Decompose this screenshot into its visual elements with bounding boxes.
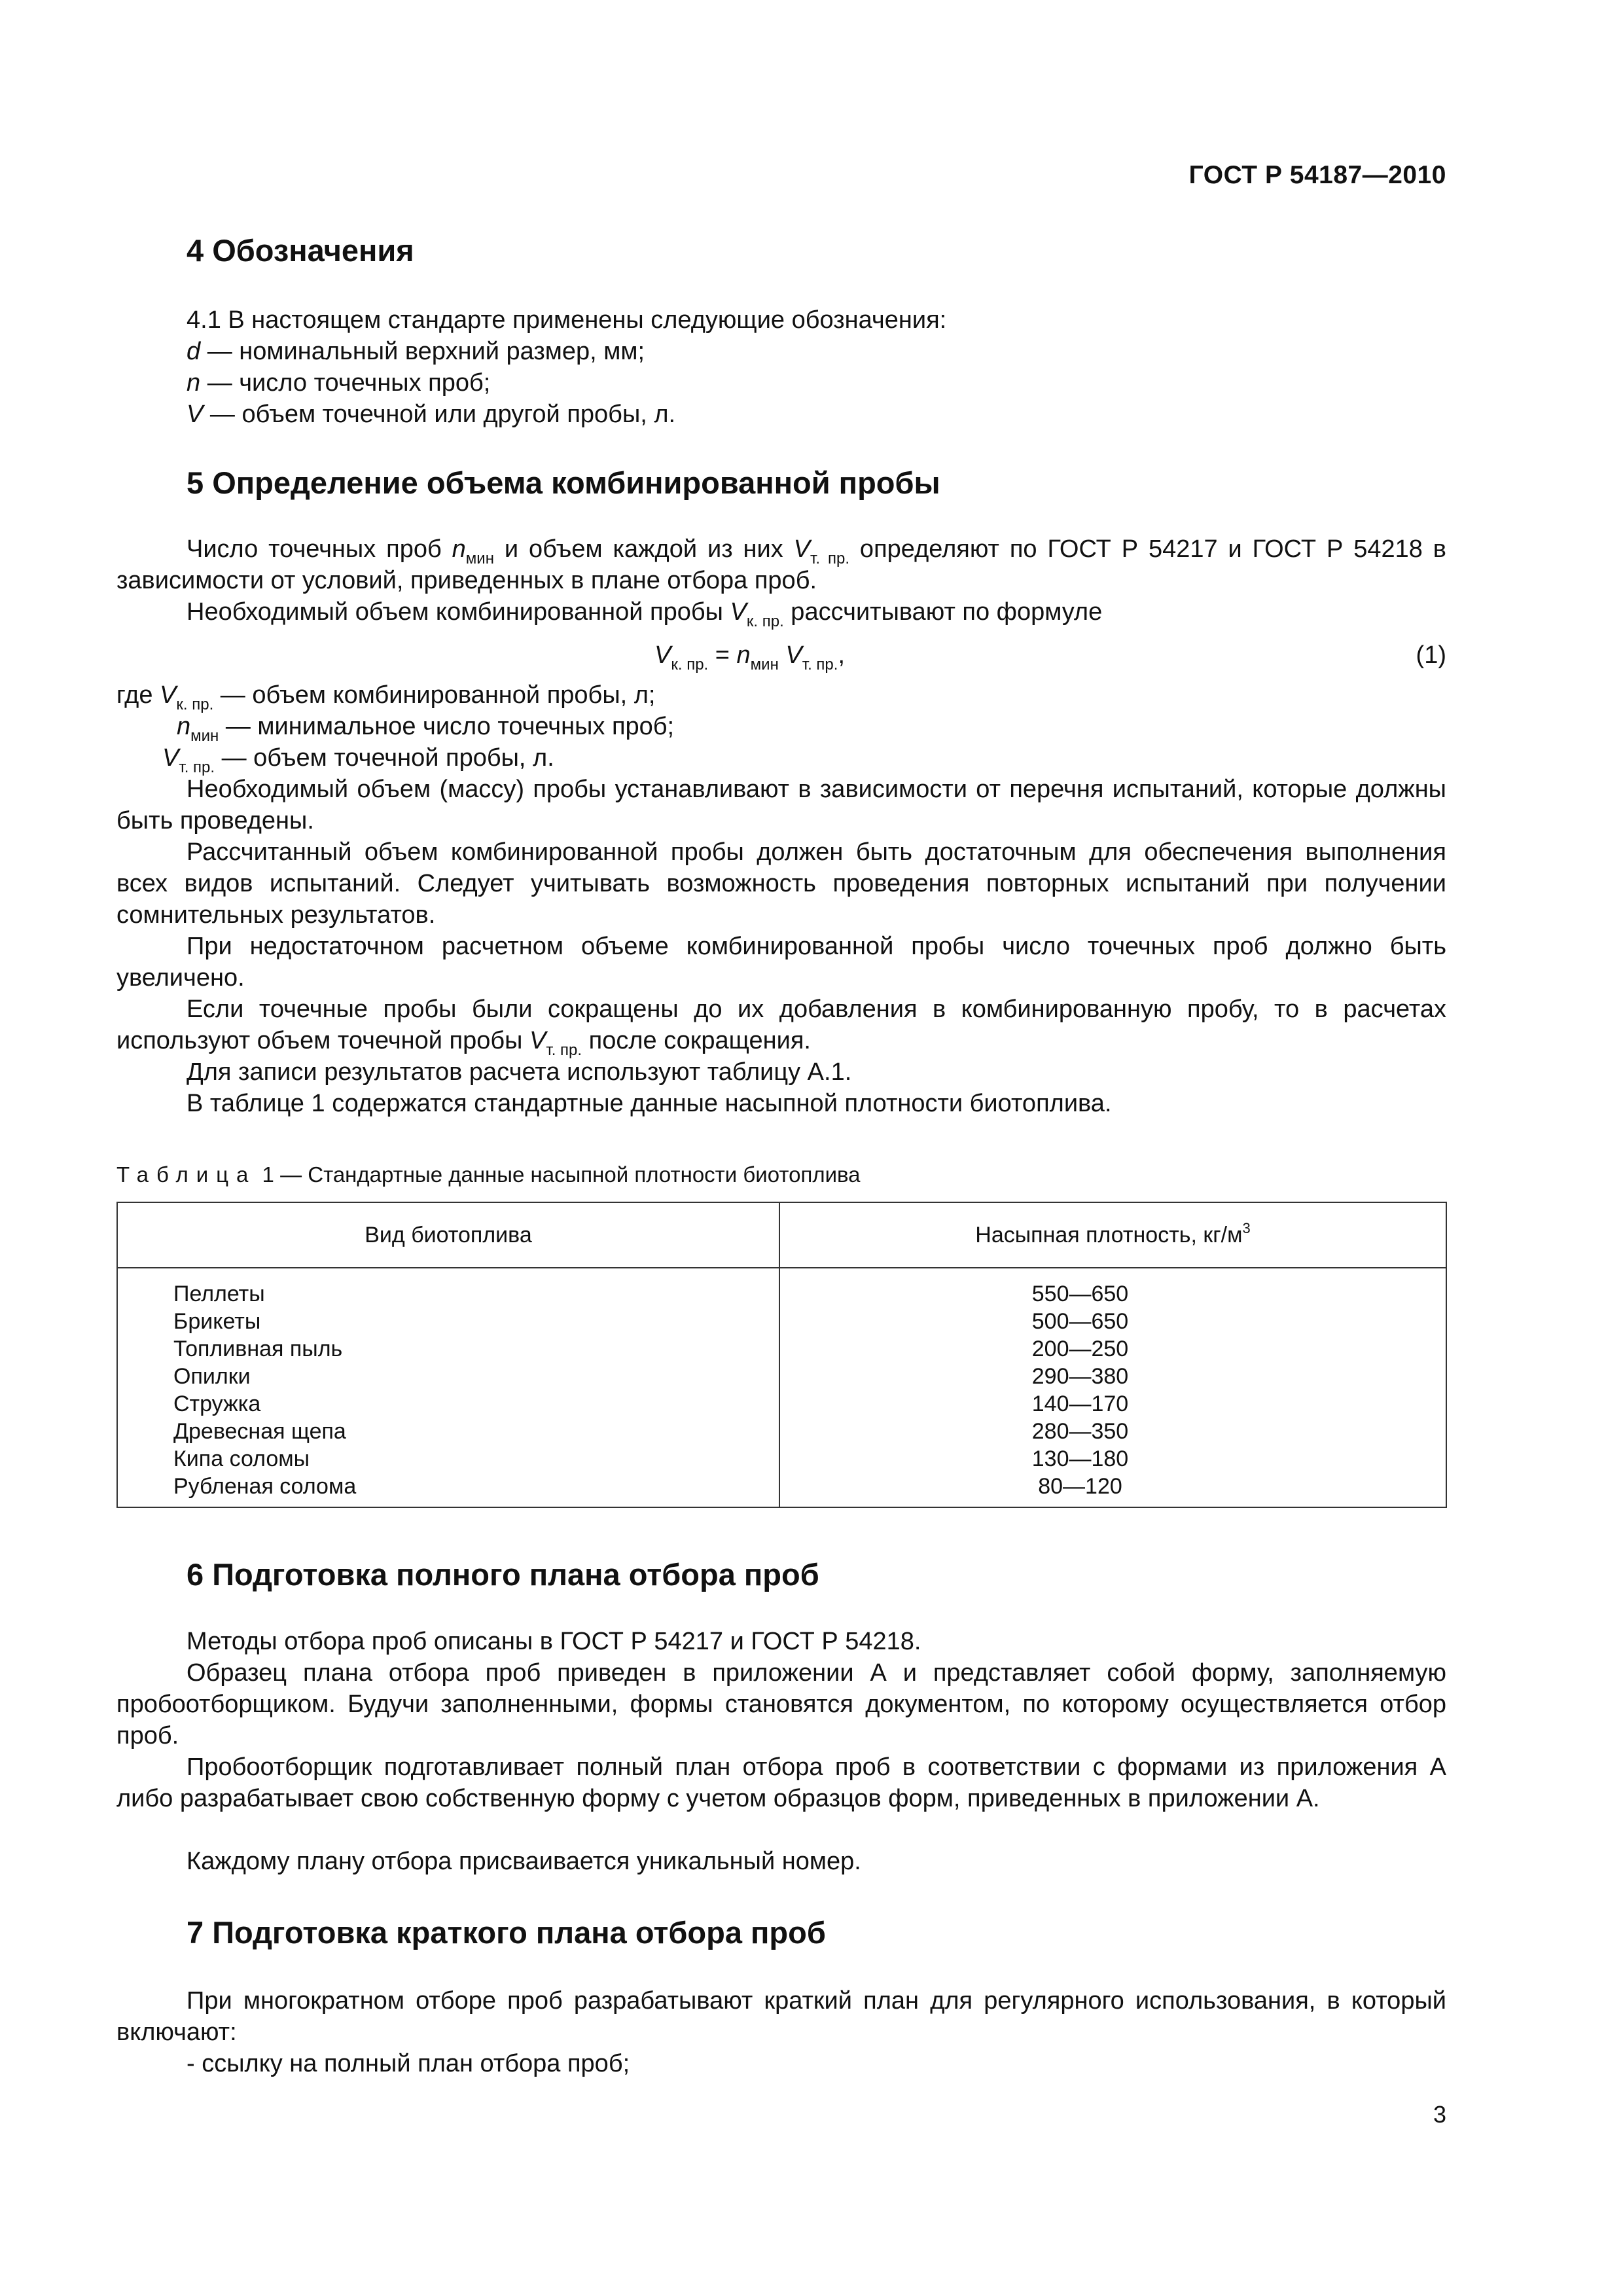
symbol: V bbox=[187, 401, 204, 428]
table-row bbox=[117, 1445, 1446, 1473]
table-header-row bbox=[117, 1202, 1446, 1268]
section-7-title: 7 Подготовка краткого плана отбора проб bbox=[187, 1915, 826, 1950]
fuel-name: Опилки bbox=[117, 1363, 779, 1390]
text: Число точечных проб bbox=[187, 535, 452, 563]
definition-n bbox=[187, 367, 490, 399]
sec5-paragraph-4: Рассчитанный объем комбинированной пробы должен быть достаточным для обеспечения выполнения всех видов испытаний. Следует учитывать возможность проведения повторных испытаний при получении сомнительных результатов. bbox=[116, 838, 1446, 929]
symbol-n: n bbox=[452, 535, 466, 563]
table-row bbox=[117, 1268, 1446, 1308]
caption-text: 1 — Стандартные данные насыпной плотности биотоплива bbox=[256, 1162, 861, 1187]
section-5-title: 5 Определение объема комбинированной пробы bbox=[187, 465, 940, 500]
caption-label: Таблица bbox=[116, 1162, 257, 1187]
sec5-paragraph-3: Необходимый объем (массу) пробы устанавливают в зависимости от перечня испытаний, которые должны быть проведены. bbox=[116, 776, 1446, 834]
equals: = bbox=[708, 641, 737, 669]
text: — объем комбинированной пробы, л; bbox=[213, 681, 656, 709]
density-value: 550—650 bbox=[779, 1268, 1446, 1308]
sec4-intro: 4.1 В настоящем стандарте применены следующие обозначения: bbox=[187, 306, 947, 334]
symbol: n bbox=[187, 369, 201, 397]
fuel-name: Древесная щепа bbox=[117, 1418, 779, 1445]
sec5-paragraph-2 bbox=[116, 596, 1446, 628]
where-line-2 bbox=[177, 711, 675, 745]
subscript: мин bbox=[750, 656, 779, 673]
symbol: d bbox=[187, 338, 201, 365]
formula bbox=[654, 641, 846, 673]
page-header: ГОСТ Р 54187—2010 bbox=[1188, 161, 1446, 189]
sec6-paragraph-3: Пробоотборщик подготавливает полный план отбора проб в соответствии с формами из приложения А либо разрабатывает свою собственную форму с учетом образцов форм, приведенных в приложении А. bbox=[116, 1753, 1446, 1812]
sec5-paragraph-7: Для записи результатов расчета используют таблицу А.1. bbox=[187, 1058, 852, 1086]
table-row bbox=[117, 1335, 1446, 1363]
where-line-1 bbox=[116, 679, 655, 711]
sec5-paragraph-5: При недостаточном расчетном объеме комбинированной пробы число точечных проб должно быть увеличено. bbox=[116, 933, 1446, 992]
subscript: к. пр. bbox=[671, 656, 709, 673]
table-row bbox=[117, 1473, 1446, 1507]
table-row bbox=[117, 1418, 1446, 1445]
sec6-paragraph-1: Методы отбора проб описаны в ГОСТ Р 54217 и ГОСТ Р 54218. bbox=[187, 1628, 921, 1655]
symbol-v: V bbox=[654, 641, 671, 669]
section-4-title: 4 Обозначения bbox=[187, 233, 414, 268]
text: где bbox=[116, 681, 160, 709]
density-value: 500—650 bbox=[779, 1308, 1446, 1335]
symbol-v: V bbox=[160, 681, 177, 709]
symbol-v: V bbox=[793, 535, 810, 563]
superscript: 3 bbox=[1242, 1219, 1251, 1236]
table-row bbox=[117, 1363, 1446, 1390]
column-header-density bbox=[779, 1202, 1446, 1268]
fuel-name: Стружка bbox=[117, 1390, 779, 1418]
column-header-fuel-type: Вид биотоплива bbox=[117, 1202, 779, 1268]
subscript: к. пр. bbox=[176, 696, 214, 713]
density-value: 130—180 bbox=[779, 1445, 1446, 1473]
comma: , bbox=[838, 641, 846, 669]
definition-text: — объем точечной или другой пробы, л. bbox=[203, 401, 676, 428]
subscript: к. пр. bbox=[746, 613, 784, 630]
fuel-name: Рубленая солома bbox=[117, 1473, 779, 1507]
symbol-v: V bbox=[529, 1027, 546, 1054]
sec5-paragraph-8: В таблице 1 содержатся стандартные данные насыпной плотности биотоплива. bbox=[187, 1090, 1112, 1117]
symbol-n: n bbox=[177, 713, 191, 740]
table-row bbox=[117, 1308, 1446, 1335]
text: и объем каждой из них bbox=[493, 535, 794, 563]
text: — минимальное число точечных проб; bbox=[219, 713, 675, 740]
text: — объем точечной пробы, л. bbox=[215, 744, 554, 772]
density-table bbox=[116, 1202, 1447, 1508]
sec5-paragraph-1 bbox=[116, 533, 1446, 596]
subscript: т. пр. bbox=[179, 759, 215, 776]
definition-d bbox=[187, 336, 645, 367]
sec6-paragraph-4: Каждому плану отбора присваивается уникальный номер. bbox=[187, 1848, 861, 1875]
subscript: т. пр. bbox=[546, 1041, 582, 1059]
text: после сокращения. bbox=[582, 1027, 811, 1054]
density-value: 280—350 bbox=[779, 1418, 1446, 1445]
table-row bbox=[117, 1390, 1446, 1418]
sec7-bullet-1: - ссылку на полный план отбора проб; bbox=[187, 2050, 630, 2077]
fuel-name: Топливная пыль bbox=[117, 1335, 779, 1363]
text: Необходимый объем комбинированной пробы bbox=[187, 598, 730, 626]
formula-number: (1) bbox=[1416, 641, 1446, 669]
subscript: мин bbox=[190, 727, 219, 745]
text: рассчитывают по формуле bbox=[783, 598, 1103, 626]
header-text: Насыпная плотность, кг/м bbox=[975, 1222, 1243, 1247]
section-6-title: 6 Подготовка полного плана отбора проб bbox=[187, 1557, 819, 1592]
definition-v bbox=[187, 399, 675, 430]
subscript: т. пр. bbox=[810, 550, 850, 567]
symbol-v: V bbox=[785, 641, 802, 669]
subscript: т. пр. bbox=[802, 656, 838, 673]
density-value: 200—250 bbox=[779, 1335, 1446, 1363]
fuel-name: Кипа соломы bbox=[117, 1445, 779, 1473]
symbol-v: V bbox=[730, 598, 747, 626]
density-value: 80—120 bbox=[779, 1473, 1446, 1507]
page-number: 3 bbox=[1433, 2101, 1446, 2128]
fuel-name: Пеллеты bbox=[117, 1268, 779, 1308]
text: определяют по ГОСТ Р 54217 и ГОСТ Р 54218 в зависимости от условий, приведенных в плане отбора проб. bbox=[116, 535, 1446, 594]
density-value: 140—170 bbox=[779, 1390, 1446, 1418]
text: Если точечные пробы были сокращены до их добавления в комбинированную пробу, то в расчетах используют объем точечной пробы bbox=[116, 996, 1446, 1054]
definition-text: — номинальный верхний размер, мм; bbox=[200, 338, 645, 365]
sec5-paragraph-6 bbox=[116, 994, 1446, 1059]
table-caption bbox=[116, 1162, 861, 1187]
subscript: мин bbox=[465, 550, 494, 567]
definition-text: — число точечных проб; bbox=[200, 369, 491, 397]
fuel-name: Брикеты bbox=[117, 1308, 779, 1335]
sec7-paragraph-1: При многократном отборе проб разрабатывают краткий план для регулярного использования, в который включают: bbox=[116, 1987, 1446, 2046]
where-line-3 bbox=[162, 742, 554, 774]
symbol-v: V bbox=[162, 744, 179, 772]
sec6-paragraph-2: Образец плана отбора проб приведен в приложении А и представляет собой форму, заполняемую пробоотборщиком. Будучи заполненными, формы становятся документом, по которому осуществляется отбор проб. bbox=[116, 1659, 1446, 1749]
density-value: 290—380 bbox=[779, 1363, 1446, 1390]
symbol-n: n bbox=[736, 641, 751, 669]
